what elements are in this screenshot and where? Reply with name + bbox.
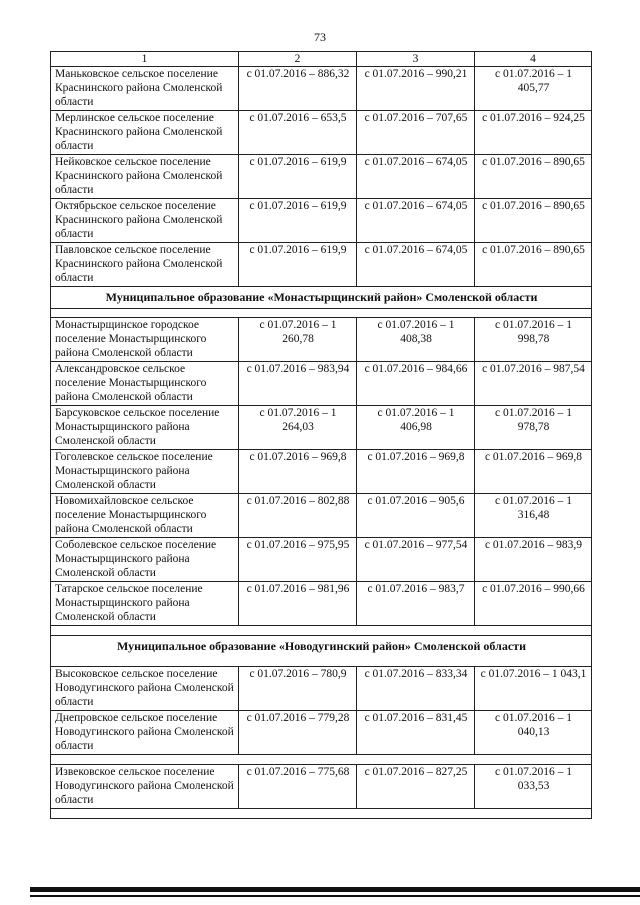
table-row [51,765,592,809]
tariff-value-col2: с 01.07.2016 – 975,95 [239,538,357,582]
section-title: Муниципальное образование «Новодугинский район» Смоленской области [51,636,592,667]
header-cell-3: 3 [357,52,475,67]
header-row [51,52,592,67]
settlement-name: Мерлинское сельское поселение Краснинского района Смоленской области [51,111,239,155]
tariff-value-col4: с 01.07.2016 – 983,9 [475,538,592,582]
tariff-value-col2: с 01.07.2016 – 775,68 [239,765,357,809]
tariff-value-col4: с 01.07.2016 – 1 043,1 [475,667,592,711]
tariff-value-col3: с 01.07.2016 – 983,7 [357,582,475,626]
settlement-name: Монастырщинское городское поселение Монастырщинского района Смоленской области [51,318,239,362]
tariff-value-col2: с 01.07.2016 – 886,32 [239,67,357,111]
header-cell-2: 2 [239,52,357,67]
table-row [51,243,592,287]
tariff-value-col3: с 01.07.2016 – 905,6 [357,494,475,538]
tariff-value-col4: с 01.07.2016 – 1 405,77 [475,67,592,111]
settlement-name: Днепровское сельское поселение Новодугинского района Смоленской области [51,711,239,755]
table-row [51,111,592,155]
tariff-value-col3: с 01.07.2016 – 984,66 [357,362,475,406]
tariff-value-col2: с 01.07.2016 – 983,94 [239,362,357,406]
settlement-name: Маньковское сельское поселение Краснинского района Смоленской области [51,67,239,111]
settlement-name: Соболевское сельское поселение Монастырщинского района Смоленской области [51,538,239,582]
tariff-value-col2: с 01.07.2016 – 969,8 [239,450,357,494]
tariff-value-col3: с 01.07.2016 – 969,8 [357,450,475,494]
tariff-table [50,51,592,819]
header-cell-4: 4 [475,52,592,67]
settlement-name: Гоголевское сельское поселение Монастырщинского района Смоленской области [51,450,239,494]
settlement-name: Высоковское сельское поселение Новодугинского района Смоленской области [51,667,239,711]
tariff-value-col2: с 01.07.2016 – 981,96 [239,582,357,626]
spacer-cell [51,809,592,819]
spacer-row [51,755,592,765]
tariff-value-col2: с 01.07.2016 – 1 264,03 [239,406,357,450]
tariff-value-col2: с 01.07.2016 – 653,5 [239,111,357,155]
table-row [51,199,592,243]
settlement-name: Павловское сельское поселение Краснинского района Смоленской области [51,243,239,287]
spacer-cell [51,626,592,636]
table-row [51,406,592,450]
settlement-name: Извековское сельское поселение Новодугинского района Смоленской области [51,765,239,809]
tariff-value-col4: с 01.07.2016 – 987,54 [475,362,592,406]
section-heading-row [51,636,592,667]
table-row [51,450,592,494]
tariff-value-col3: с 01.07.2016 – 990,21 [357,67,475,111]
tariff-value-col2: с 01.07.2016 – 802,88 [239,494,357,538]
table-row [51,494,592,538]
table-row [51,711,592,755]
section-title: Муниципальное образование «Монастырщинский район» Смоленской области [51,287,592,309]
table-row [51,667,592,711]
spacer-cell [51,755,592,765]
table-row [51,582,592,626]
spacer-row [51,809,592,819]
settlement-name: Александровское сельское поселение Монастырщинского района Смоленской области [51,362,239,406]
tariff-value-col4: с 01.07.2016 – 969,8 [475,450,592,494]
header-cell-1: 1 [51,52,239,67]
settlement-name: Барсуковское сельское поселение Монастырщинского района Смоленской области [51,406,239,450]
tariff-value-col4: с 01.07.2016 – 1 978,78 [475,406,592,450]
tariff-value-col3: с 01.07.2016 – 833,34 [357,667,475,711]
tariff-value-col3: с 01.07.2016 – 707,65 [357,111,475,155]
tariff-value-col2: с 01.07.2016 – 619,9 [239,155,357,199]
section-heading-row [51,287,592,309]
table-row [51,538,592,582]
tariff-value-col2: с 01.07.2016 – 779,28 [239,711,357,755]
spacer-cell [51,309,592,318]
tariff-value-col4: с 01.07.2016 – 990,66 [475,582,592,626]
footer-rule-thin [30,895,640,897]
tariff-value-col3: с 01.07.2016 – 977,54 [357,538,475,582]
settlement-name: Октябрьское сельское поселение Краснинского района Смоленской области [51,199,239,243]
tariff-value-col2: с 01.07.2016 – 619,9 [239,199,357,243]
settlement-name: Нейковское сельское поселение Краснинского района Смоленской области [51,155,239,199]
table-row [51,362,592,406]
tariff-value-col3: с 01.07.2016 – 831,45 [357,711,475,755]
page-number: 73 [314,30,326,44]
tariff-value-col4: с 01.07.2016 – 890,65 [475,199,592,243]
tariff-value-col4: с 01.07.2016 – 1 033,53 [475,765,592,809]
tariff-value-col4: с 01.07.2016 – 924,25 [475,111,592,155]
tariff-value-col3: с 01.07.2016 – 1 406,98 [357,406,475,450]
tariff-value-col2: с 01.07.2016 – 619,9 [239,243,357,287]
table-row [51,67,592,111]
tariff-value-col4: с 01.07.2016 – 1 040,13 [475,711,592,755]
table-row [51,318,592,362]
settlement-name: Новомихайловское сельское поселение Монастырщинского района Смоленской области [51,494,239,538]
tariff-value-col4: с 01.07.2016 – 890,65 [475,155,592,199]
tariff-value-col4: с 01.07.2016 – 890,65 [475,243,592,287]
spacer-row [51,309,592,318]
tariff-value-col3: с 01.07.2016 – 674,05 [357,199,475,243]
tariff-value-col4: с 01.07.2016 – 1 998,78 [475,318,592,362]
settlement-name: Татарское сельское поселение Монастырщинского района Смоленской области [51,582,239,626]
tariff-value-col2: с 01.07.2016 – 1 260,78 [239,318,357,362]
tariff-value-col4: с 01.07.2016 – 1 316,48 [475,494,592,538]
tariff-value-col3: с 01.07.2016 – 827,25 [357,765,475,809]
tariff-value-col3: с 01.07.2016 – 1 408,38 [357,318,475,362]
tariff-value-col3: с 01.07.2016 – 674,05 [357,155,475,199]
tariff-value-col2: с 01.07.2016 – 780,9 [239,667,357,711]
table-row [51,155,592,199]
footer-rule-thick [30,887,640,892]
tariff-value-col3: с 01.07.2016 – 674,05 [357,243,475,287]
spacer-row [51,626,592,636]
